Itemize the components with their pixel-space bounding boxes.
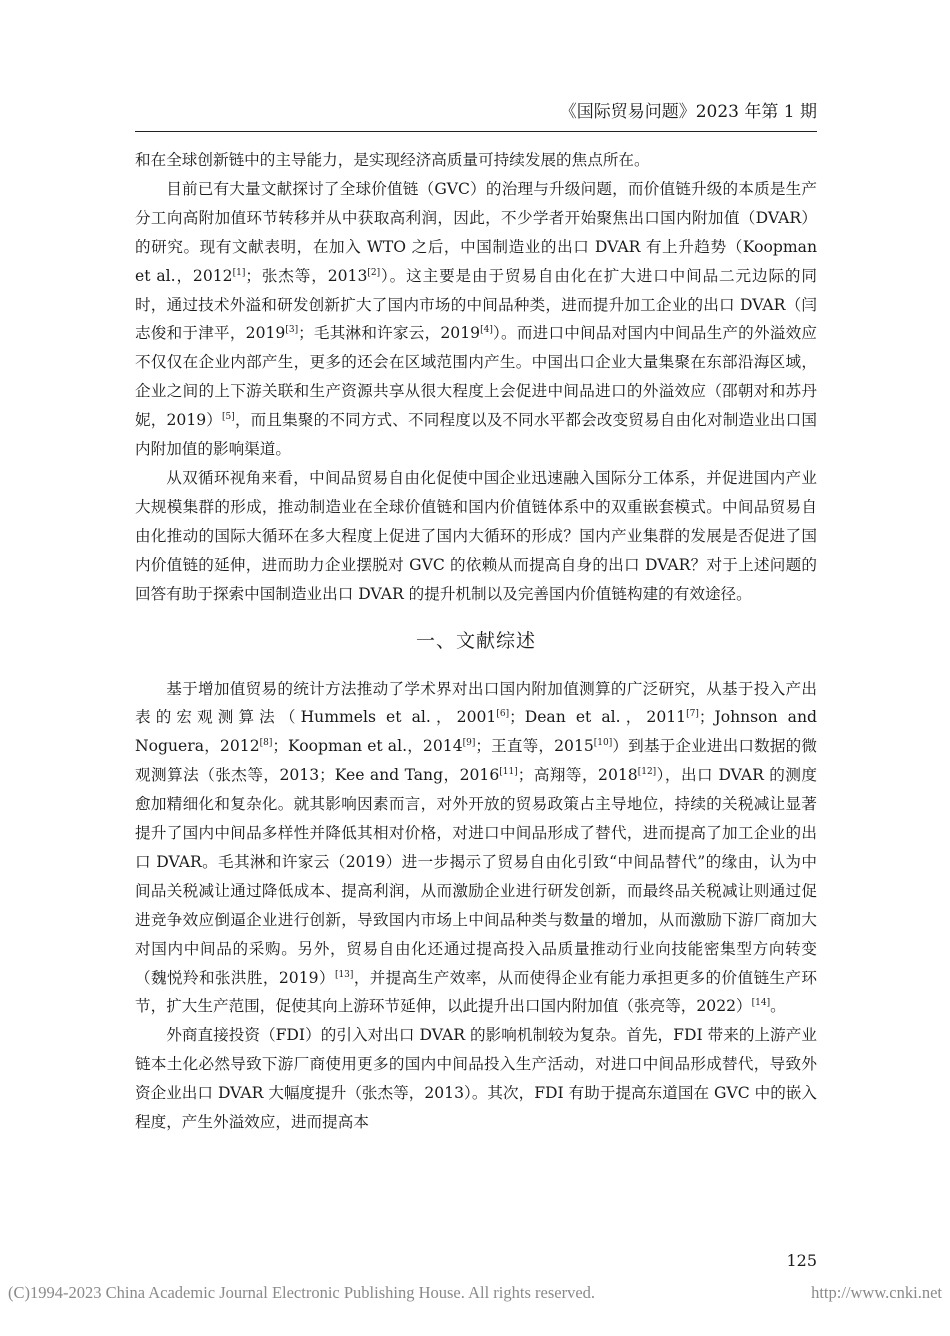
article-body [135,146,817,1137]
paragraph-fdi [135,1021,817,1137]
paragraph-text: ，而且集聚的不同方式、不同程度以及不同水平都会改变贸易自由化对制造业出口国内附加值的影响渠道。 [135,411,817,459]
paragraph-text: ；毛其淋和许家云，2019 [298,324,481,343]
page-number: 125 [786,1251,817,1270]
paragraph-text: 目前已有大量文献探讨了全球价值链（GVC）的治理与升级问题，而价值链升级的本质是生产分工向高附加值环节转移并从中获取高利润，因此，不少学者开始聚焦出口国内附加值（DVAR）的研究。现有文献表明，在加入 WTO 之后，中国制造业的出口 DVAR 有上升趋势（Koopman et al.，2012 [135,179,817,285]
paragraph-text: ；Johnson and Noguera，2012 [135,708,817,756]
paragraph-text: ，并提高生产效率，从而使得企业有能力承担更多的价值链生产环节，扩大生产范围，促使其向上游环节延伸，以此提升出口国内附加值（张亮等，2022） [135,968,817,1016]
paragraph-gvc-dvar [135,175,817,464]
paragraph-text: 和在全球创新链中的主导能力，是实现经济高质量可持续发展的焦点所在。 [135,151,650,169]
paragraph-continued [135,146,817,175]
citation-ref[interactable]: [11] [499,767,518,778]
paragraph-text: ；张杰等，2013 [245,266,368,285]
citation-ref[interactable]: [14] [751,998,771,1009]
citation-ref[interactable]: [10] [593,738,613,749]
paragraph-text: 。 [770,997,786,1016]
copyright-footer [8,1283,942,1303]
paragraph-text: 基于增加值贸易的统计方法推动了学术界对出口国内附加值测算的广泛研究，从基于投入产出表的宏观测算法（Hummels et al.，2001 [135,679,817,727]
journal-header: 《国际贸易问题》2023 年第 1 期 [559,102,817,122]
citation-ref[interactable]: [6] [496,709,510,720]
paragraph-text: ），出口 DVAR 的测度愈加精细化和复杂化。就其影响因素而言，对外开放的贸易政策占主导地位，持续的关税减让显著提升了国内中间品多样性并降低其相对价格，对进口中间品形成了替代，进而提高了加工企业的出口 DVAR。毛其淋和许家云（2019）进一步揭示了贸易自由化引致“中间品替代”的缘由，认为中间品关税减让通过降低成本、提高利润，从而激励企业进行研发创新，而最终品关税减让则通过促进竞争效应倒逼企业进行创新，导致国内市场上中间品种类与数量的增加，从而激励下游厂商加大对国内中间品的采购。另外，贸易自由化还通过提高投入品质量推动行业向技能密集型方向转变（魏悦羚和张洪胜，2019） [135,766,817,987]
paragraph-text: 从双循环视角来看，中间品贸易自由化促使中国企业迅速融入国际分工体系，并促进国内产业大规模集群的形成，推动制造业在全球价值链和国内价值链体系中的双重嵌套模式。中间品贸易自由化推动的国际大循环在多大程度上促进了国内大循环的形成？国内产业集群的发展是否促进了国内价值链的延伸，进而助力企业摆脱对 GVC 的依赖从而提高自身的出口 DVAR？对于上述问题的回答有助于探索中国制造业出口 DVAR 的提升机制以及完善国内价值链构建的有效途径。 [135,468,817,603]
paragraph-text: ；Koopman et al.，2014 [272,737,463,756]
header-rule [135,131,817,132]
citation-ref[interactable]: [3] [285,325,299,336]
citation-ref[interactable]: [8] [259,738,273,749]
citation-ref[interactable]: [5] [222,412,235,423]
citation-ref[interactable]: [4] [480,325,493,336]
citation-ref[interactable]: [12] [637,767,657,778]
paragraph-dual-circulation [135,464,817,609]
citation-ref[interactable]: [2] [367,267,381,278]
citation-ref[interactable]: [13] [334,969,354,980]
copyright-text: (C)1994-2023 China Academic Journal Electronic Publishing House. All rights reserved. [8,1283,596,1302]
paragraph-text: ；王直等，2015 [475,737,594,756]
paragraph-literature [135,675,817,1022]
paragraph-text: ；Dean et al.，2011 [509,708,687,727]
section-title: 一、文献综述 [415,629,536,652]
paragraph-text: ）。这主要是由于贸易自由化在扩大进口中间品二元边际的同时，通过技术外溢和研发创新扩大了国内市场的中间品种类，进而提升加工企业的出口 DVAR（闫志俊和于津平，2019 [135,266,817,343]
citation-ref[interactable]: [7] [686,709,699,720]
paragraph-text: ）。而进口中间品对国内中间品生产的外溢效应不仅仅在企业内部产生，更多的还会在区域范围内产生。中国出口企业大量集聚在东部沿海区域，企业之间的上下游关联和生产资源共享从很大程度上会促进中间品进口的外溢效应（邵朝对和苏丹妮，2019） [135,324,818,430]
citation-ref[interactable]: [1] [232,267,246,278]
paragraph-text: 外商直接投资（FDI）的引入对出口 DVAR 的影响机制较为复杂。首先，FDI 带来的上游产业链本土化必然导致下游厂商使用更多的国内中间品投入生产活动，对进口中间品形成替代，导致外资企业出口 DVAR 大幅度提升（张杰等，2013）。其次，FDI 有助于提高东道国在 GVC 中的嵌入程度，产生外溢效应，进而提高本 [135,1026,817,1132]
paragraph-text: ；高翔等，2018 [517,766,638,785]
paragraph-text: ）到基于企业进出口数据的微观测算法（张杰等，2013；Kee and Tang，2016 [135,737,817,785]
citation-ref[interactable]: [9] [462,738,476,749]
cnki-link[interactable]: http://www.cnki.net [811,1283,942,1302]
